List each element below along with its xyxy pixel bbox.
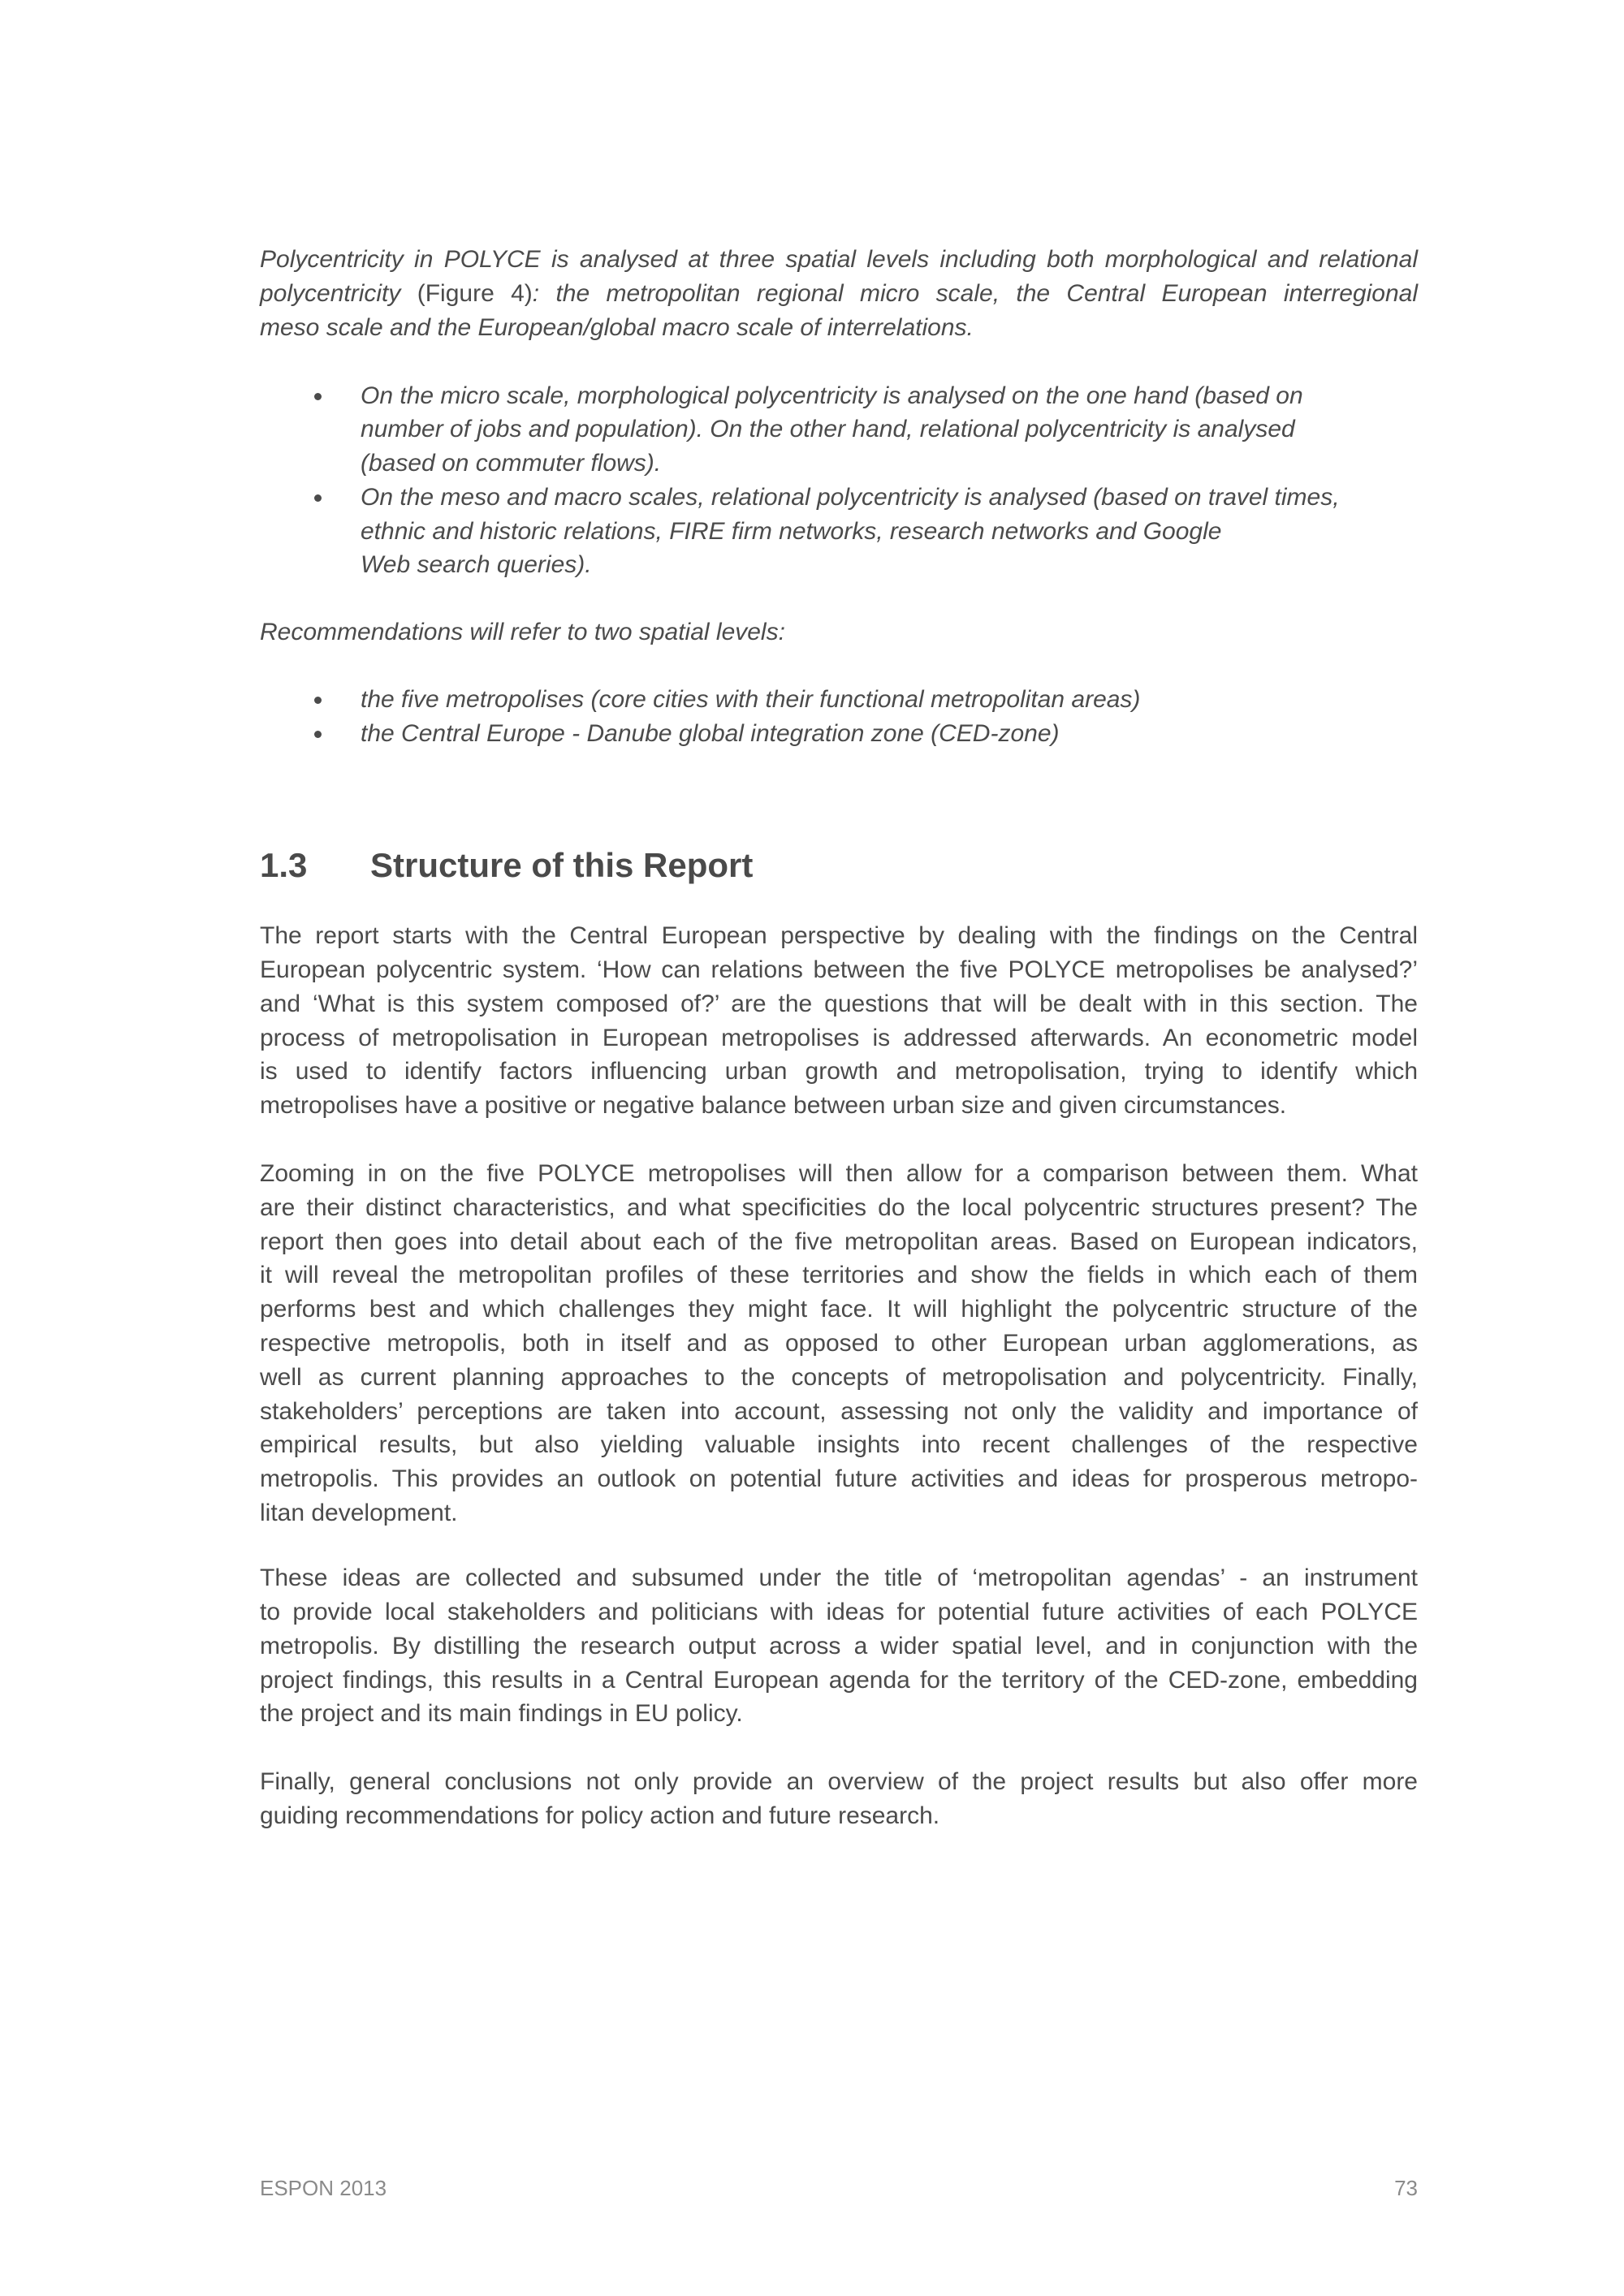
- intro-line: meso scale and the European/global macro scale of interrelations.: [260, 313, 974, 341]
- recommendations-lead-line: Recommendations will refer to two spatial levels:: [260, 618, 785, 645]
- paragraph-line: report then goes into detail about each of the five metropolitan areas. Based on European indicators,: [260, 1228, 1418, 1255]
- section-paragraph: [260, 1157, 1418, 1530]
- recommendations-list: [260, 683, 1418, 751]
- list-item-line: the five metropolises (core cities with their functional metropolitan areas): [361, 686, 1141, 714]
- paragraph-line: empirical results, but also yielding valuable insights into recent challenges of the respective: [260, 1431, 1418, 1459]
- paragraph-line: metropolises have a positive or negative balance between urban size and given circumstances.: [260, 1092, 1287, 1120]
- intro-line: [260, 277, 1418, 311]
- list-item: [260, 683, 1418, 717]
- paragraph-line: performs best and which challenges they might face. It will highlight the polycentric structure of the: [260, 1296, 1418, 1323]
- section-paragraph: [260, 919, 1418, 1123]
- list-item-line: ethnic and historic relations, FIRE firm networks, research networks and Google: [361, 517, 1222, 545]
- paragraph-line: the project and its main findings in EU policy.: [260, 1700, 743, 1728]
- page-footer: [260, 2174, 1418, 2202]
- paragraph-line: metropolis. By distilling the research output across a wider spatial level, and in conjunction with the: [260, 1632, 1418, 1659]
- bullet-icon: [314, 494, 322, 502]
- paragraph-line: These ideas are collected and subsumed under the title of ‘metropolitan agendas’ - an instrument: [260, 1564, 1418, 1592]
- paragraph-line: The report starts with the Central European perspective by dealing with the findings on the Central: [260, 922, 1418, 950]
- bullet-icon: [314, 731, 322, 738]
- paragraph-line: guiding recommendations for policy action and future research.: [260, 1802, 940, 1830]
- recommendations-lead: [260, 615, 1418, 650]
- section-heading: [260, 844, 753, 887]
- paragraph-line: well as current planning approaches to the concepts of metropolisation and polycentricity. Finally,: [260, 1363, 1418, 1391]
- list-item-line: Web search queries).: [361, 551, 592, 579]
- paragraph-line: stakeholders’ perceptions are taken into account, assessing not only the validity and importance of: [260, 1397, 1418, 1425]
- figure-reference: (Figure 4): [417, 279, 533, 307]
- list-item: [260, 379, 1418, 481]
- list-item-line: On the meso and macro scales, relational polycentricity is analysed (based on travel times,: [361, 483, 1340, 511]
- intro-text: : the metropolitan regional micro scale, the Central European interregional: [532, 279, 1418, 307]
- bullet-icon: [314, 697, 322, 704]
- section-paragraph: [260, 1561, 1418, 1731]
- list-item-line: the Central Europe - Danube global integration zone (CED-zone): [361, 719, 1060, 747]
- page-number: 73: [1394, 2176, 1418, 2201]
- intro-text: polycentricity: [260, 279, 417, 307]
- paragraph-line: European polycentric system. ‘How can relations between the five POLYCE metropolises be analysed?’: [260, 956, 1418, 983]
- list-item-line: On the micro scale, morphological polycentricity is analysed on the one hand (based on: [361, 382, 1303, 409]
- paragraph-line: project findings, this results in a Central European agenda for the territory of the CED-zone, embedding: [260, 1666, 1418, 1694]
- list-item: [260, 717, 1418, 751]
- section-number: 1.3: [260, 845, 308, 884]
- paragraph-line: respective metropolis, both in itself and as opposed to other European urban agglomerations, as: [260, 1329, 1418, 1357]
- paragraph-line: to provide local stakeholders and politicians with ideas for potential future activities of each POLYCE: [260, 1599, 1418, 1626]
- scale-levels-list: [260, 379, 1418, 583]
- list-item-line: number of jobs and population). On the other hand, relational polycentricity is analysed: [361, 416, 1295, 443]
- paragraph-line: metropolis. This provides an outlook on potential future activities and ideas for prosperous metropo-: [260, 1465, 1418, 1493]
- paragraph-line: are their distinct characteristics, and what specificities do the local polycentric structures present? The: [260, 1193, 1418, 1221]
- paragraph-line: Zooming in on the five POLYCE metropolises will then allow for a comparison between them. What: [260, 1160, 1418, 1187]
- paragraph-line: Finally, general conclusions not only provide an overview of the project results but also offer more: [260, 1768, 1418, 1796]
- list-item-line: (based on commuter flows).: [361, 450, 662, 477]
- paragraph-line: is used to identify factors influencing urban growth and metropolisation, trying to identify which: [260, 1058, 1418, 1085]
- list-item: [260, 481, 1418, 582]
- paragraph-line: litan development.: [260, 1499, 458, 1526]
- intro-paragraph: [260, 243, 1418, 344]
- bullet-icon: [314, 393, 322, 400]
- paragraph-line: and ‘What is this system composed of?’ are the questions that will be dealt with in this section. The: [260, 990, 1418, 1017]
- paragraph-line: it will reveal the metropolitan profiles of these territories and show the fields in which each of them: [260, 1262, 1418, 1289]
- paragraph-line: process of metropolisation in European metropolises is addressed afterwards. An econometric model: [260, 1024, 1418, 1051]
- section-title: Structure of this Report: [370, 845, 754, 884]
- footer-publisher: ESPON 2013: [260, 2176, 387, 2201]
- section-paragraph: [260, 1765, 1418, 1833]
- intro-line: Polycentricity in POLYCE is analysed at three spatial levels including both morphological and relational: [260, 246, 1418, 273]
